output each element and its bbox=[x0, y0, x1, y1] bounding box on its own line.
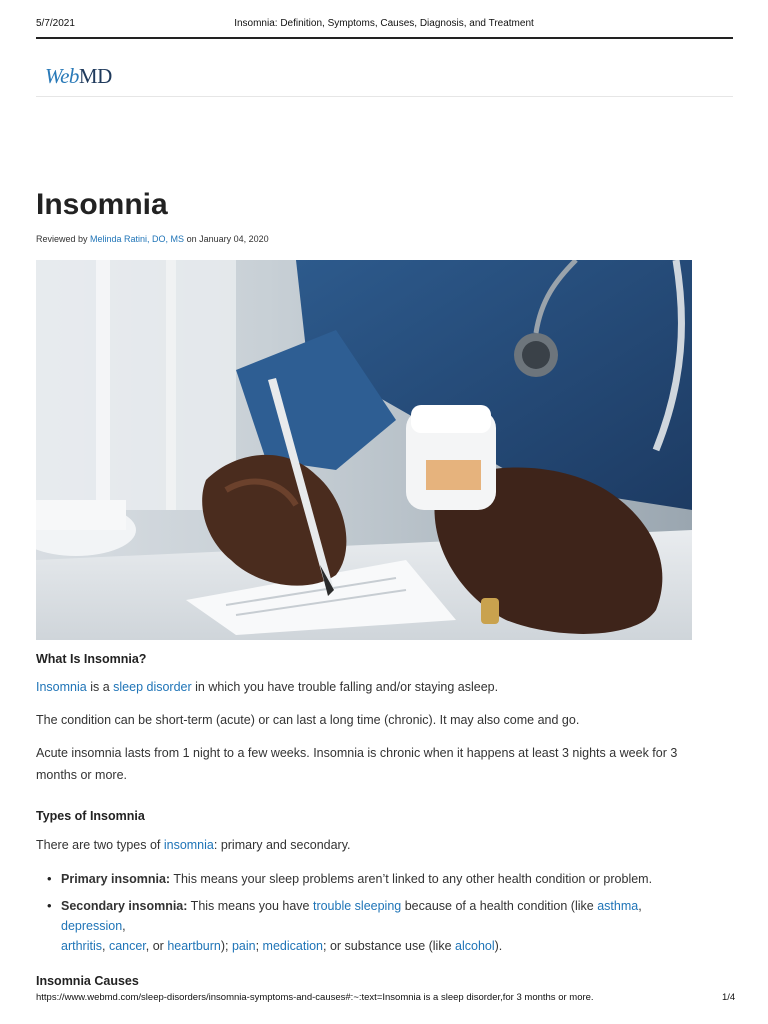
print-date: 5/7/2021 bbox=[36, 18, 75, 29]
link-insomnia-types[interactable]: insomnia bbox=[163, 838, 214, 852]
heading-what-is-insomnia: What Is Insomnia? bbox=[36, 652, 147, 666]
list-item-primary: • Primary insomnia: This means your sleep problems aren’t linked to any other health condition or problem. bbox=[61, 869, 696, 889]
link-cancer[interactable]: cancer bbox=[108, 939, 146, 953]
paragraph-two-types: There are two types of insomnia: primary and secondary. bbox=[36, 838, 351, 852]
byline-prefix: Reviewed by bbox=[36, 234, 91, 244]
reviewer-link[interactable]: Melinda Ratini, DO, MS bbox=[90, 234, 185, 244]
link-heartburn[interactable]: heartburn bbox=[167, 939, 221, 953]
paragraph-acute-chronic: Acute insomnia lasts from 1 night to a few weeks. Insomnia is chronic when it happens at least 3 nights a week for 3 months or more. bbox=[36, 746, 678, 782]
link-asthma[interactable]: asthma bbox=[597, 899, 639, 913]
link-medication[interactable]: medication bbox=[262, 939, 323, 953]
article-content bbox=[36, 652, 696, 988]
webmd-logo[interactable] bbox=[45, 64, 112, 89]
print-header bbox=[0, 0, 768, 40]
logo-md-text: MD bbox=[78, 64, 112, 88]
link-trouble-sleeping[interactable]: trouble sleeping bbox=[312, 899, 402, 913]
link-alcohol[interactable]: alcohol bbox=[455, 939, 495, 953]
heading-types-of-insomnia: Types of Insomnia bbox=[36, 809, 145, 823]
byline bbox=[36, 234, 269, 244]
page-title: Insomnia bbox=[36, 188, 168, 221]
hero-image bbox=[36, 260, 692, 640]
logo-divider bbox=[36, 96, 733, 97]
logo-web-text: Web bbox=[45, 64, 79, 88]
link-depression[interactable]: depression bbox=[61, 919, 123, 933]
print-footer bbox=[0, 990, 768, 1010]
print-page-number: 1/4 bbox=[722, 992, 736, 1003]
header-rule bbox=[36, 37, 733, 39]
link-pain[interactable]: pain bbox=[231, 939, 256, 953]
list-item-secondary: • Secondary insomnia: This means you have trouble sleeping because of a health condition (like asthma, depression, arthritis, cancer, or heartburn); pain; medication; or substance use (like alcohol). bbox=[61, 896, 696, 956]
print-page-title: Insomnia: Definition, Symptoms, Causes, Diagnosis, and Treatment bbox=[234, 18, 534, 29]
paragraph-duration: The condition can be short-term (acute) or can last a long time (chronic). It may also come and go. bbox=[36, 713, 580, 727]
heading-insomnia-causes: Insomnia Causes bbox=[36, 974, 139, 988]
link-arthritis[interactable]: arthritis bbox=[61, 939, 102, 953]
link-sleep-disorder[interactable]: sleep disorder bbox=[113, 680, 192, 694]
byline-suffix: on January 04, 2020 bbox=[184, 234, 269, 244]
types-list bbox=[36, 869, 696, 956]
print-url: https://www.webmd.com/sleep-disorders/insomnia-symptoms-and-causes#:~:text=Insomnia is a sleep disorder,for 3 months or more. bbox=[36, 992, 594, 1003]
link-insomnia[interactable]: Insomnia bbox=[36, 680, 87, 694]
paragraph-definition: Insomnia is a sleep disorder in which you have trouble falling and/or staying asleep. bbox=[36, 680, 499, 694]
